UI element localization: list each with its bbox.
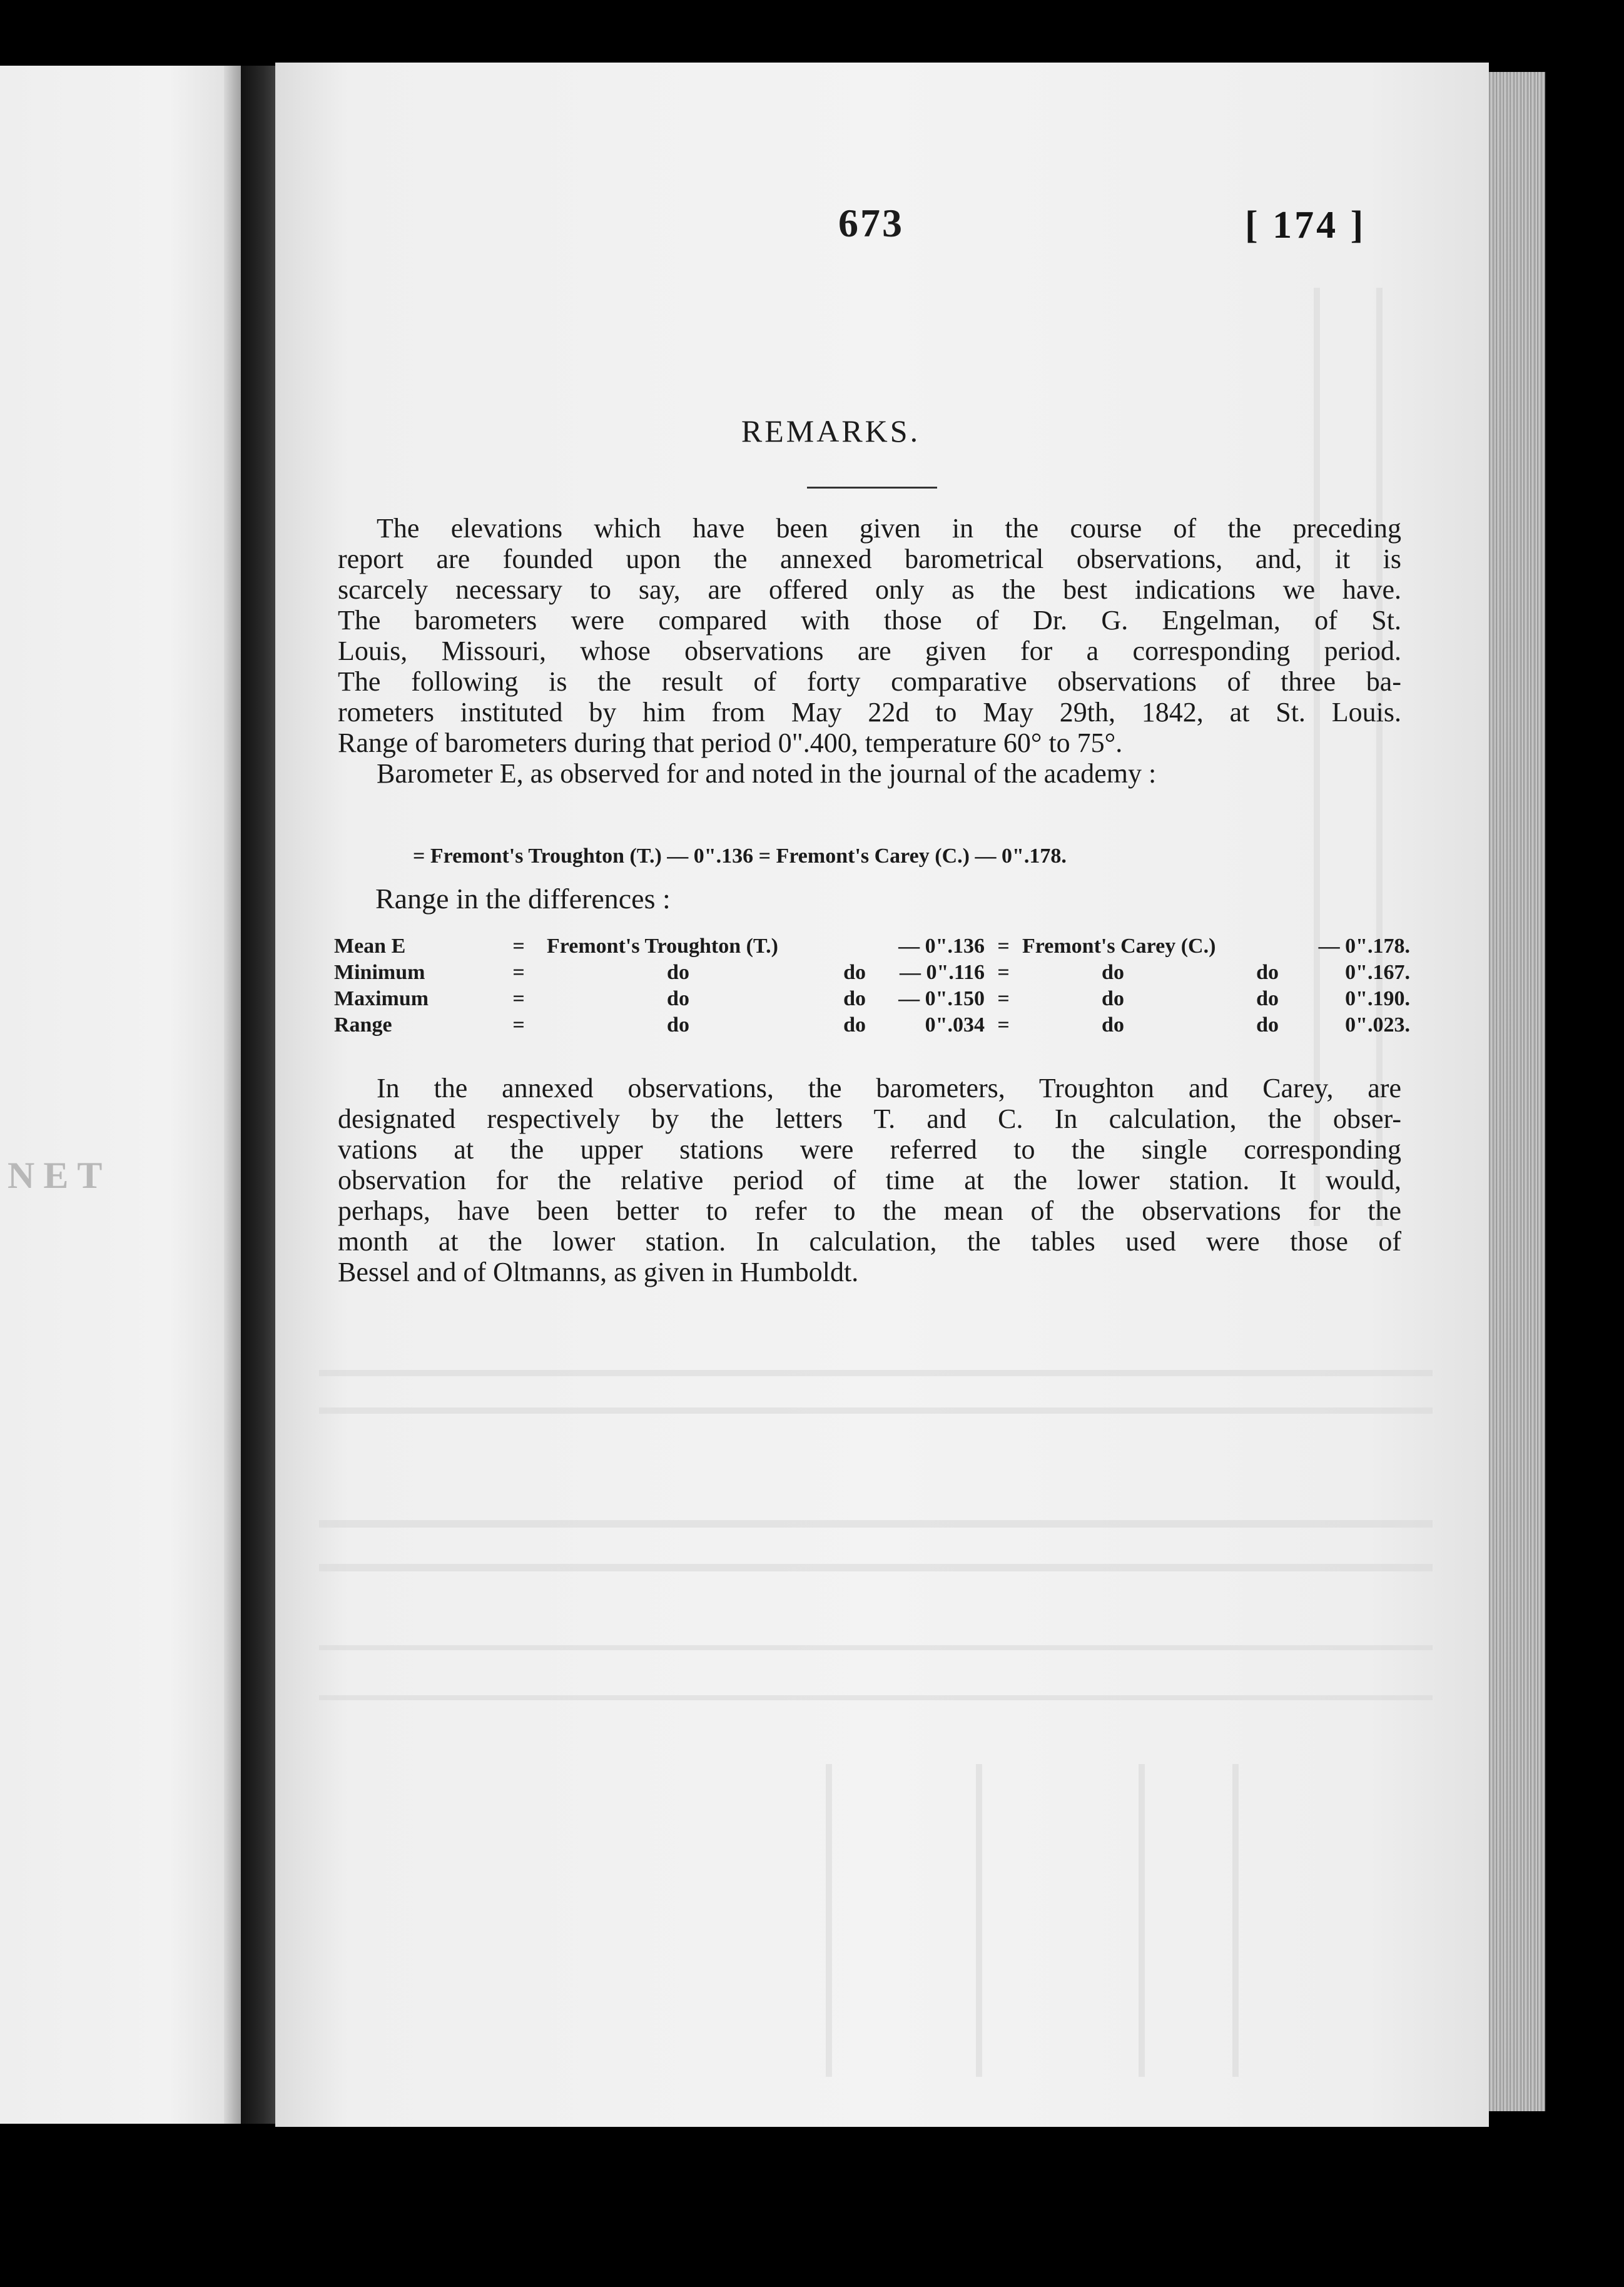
ditto-mark: do	[667, 987, 689, 1010]
table-row	[334, 958, 1410, 985]
barometer-e-line: Barometer E, as observed for and noted in the journal of the academy :	[377, 758, 1157, 789]
equals-sign: =	[512, 1013, 525, 1037]
bleed-through-line	[319, 1370, 1433, 1376]
ditto-mark: do	[1102, 1013, 1124, 1037]
ditto-mark: do	[843, 987, 866, 1010]
bleed-through-line	[1232, 1764, 1239, 2077]
text-line: report are founded upon the annexed barometrical observations, and, it is	[338, 544, 1401, 574]
value-carey: 0".190.	[1345, 987, 1410, 1010]
barometer-formula: = Fremont's Troughton (T.) — 0".136 = Fremont's Carey (C.) — 0".178.	[413, 844, 1067, 868]
page-stack-edge	[1489, 72, 1545, 2111]
table-row	[334, 985, 1410, 1011]
text-line: scarcely necessary to say, are offered only as the best indications we have.	[338, 574, 1401, 605]
value-carey: — 0".178.	[1318, 935, 1410, 958]
page-number: 673	[838, 201, 904, 245]
value-troughton: 0".034	[925, 1013, 985, 1037]
ditto-mark: do	[1102, 987, 1124, 1010]
row-label: Mean E	[334, 935, 406, 958]
equals-sign: =	[512, 987, 525, 1010]
text-line: rometers instituted by him from May 22d to May 29th, 1842, at St. Louis.	[338, 697, 1401, 728]
ditto-mark: do	[843, 1013, 866, 1037]
previous-page-edge	[224, 66, 243, 2124]
book-gutter	[241, 66, 278, 2124]
text-line: vations at the upper stations were referred to the single corresponding	[338, 1134, 1401, 1165]
text-line: month at the lower station. In calculation, the tables used were those of	[338, 1226, 1401, 1257]
paragraph-3	[338, 1073, 1401, 1287]
text-line: Louis, Missouri, whose observations are given for a corresponding period.	[338, 636, 1401, 666]
ditto-mark: do	[667, 1013, 689, 1037]
text-line: The barometers were compared with those of Dr. G. Engelman, of St.	[338, 605, 1401, 636]
value-troughton: — 0".136	[898, 935, 985, 958]
equals-sign: =	[512, 961, 525, 984]
section-heading: REMARKS.	[741, 413, 921, 449]
bleed-through-line	[319, 1407, 1433, 1414]
bleed-through-line	[826, 1764, 832, 2077]
ditto-mark: do	[1256, 987, 1279, 1010]
text-line: The following is the result of forty comparative observations of three ba-	[338, 666, 1401, 697]
equals-sign: =	[997, 935, 1010, 958]
ditto-mark: do	[1256, 961, 1279, 984]
text-line: observation for the relative period of time at the lower station. It would,	[338, 1165, 1401, 1195]
table-row	[334, 1011, 1410, 1037]
row-label: Range	[334, 1013, 392, 1037]
bleed-through-line	[319, 1695, 1433, 1700]
paragraph-1	[338, 513, 1401, 789]
ditto-mark: do	[667, 961, 689, 984]
value-troughton: — 0".150	[898, 987, 985, 1010]
value-carey: 0".167.	[1345, 961, 1410, 984]
row-label: Maximum	[334, 987, 429, 1010]
ditto-mark: do	[1256, 1013, 1279, 1037]
range-heading: Range in the differences :	[375, 883, 671, 915]
instrument-name: Fremont's Troughton (T.)	[547, 935, 778, 958]
text-line: The elevations which have been given in the course of the preceding	[377, 513, 1401, 544]
previous-page-margin-text: NET	[8, 1155, 111, 1196]
text-line: designated respectively by the letters T. and C. In calculation, the obser-	[338, 1103, 1401, 1134]
differences-table	[334, 932, 1410, 1037]
text-line: In the annexed observations, the barometers, Troughton and Carey, are	[377, 1073, 1401, 1103]
table-row	[334, 932, 1410, 958]
value-carey: 0".023.	[1345, 1013, 1410, 1037]
bleed-through-line	[1139, 1764, 1145, 2077]
ditto-mark: do	[843, 961, 866, 984]
value-troughton: — 0".116	[900, 961, 985, 984]
previous-page	[0, 66, 241, 2124]
text-line: perhaps, have been better to refer to the mean of the observations for the	[338, 1195, 1401, 1226]
text-line: Bessel and of Oltmanns, as given in Humboldt.	[338, 1257, 859, 1287]
equals-sign: =	[997, 987, 1010, 1010]
bracket-page-number: [ 174 ]	[1245, 204, 1366, 246]
bleed-through-line	[319, 1520, 1433, 1528]
text-line: Range of barometers during that period 0".400, temperature 60° to 75°.	[338, 728, 1123, 758]
equals-sign: =	[997, 961, 1010, 984]
equals-sign: =	[512, 935, 525, 958]
ditto-mark: do	[1102, 961, 1124, 984]
heading-rule	[807, 487, 937, 489]
bleed-through-line	[319, 1564, 1433, 1571]
instrument-name: Fremont's Carey (C.)	[1022, 935, 1216, 958]
bleed-through-line	[976, 1764, 982, 2077]
row-label: Minimum	[334, 961, 425, 984]
bleed-through-line	[319, 1645, 1433, 1650]
equals-sign: =	[997, 1013, 1010, 1037]
